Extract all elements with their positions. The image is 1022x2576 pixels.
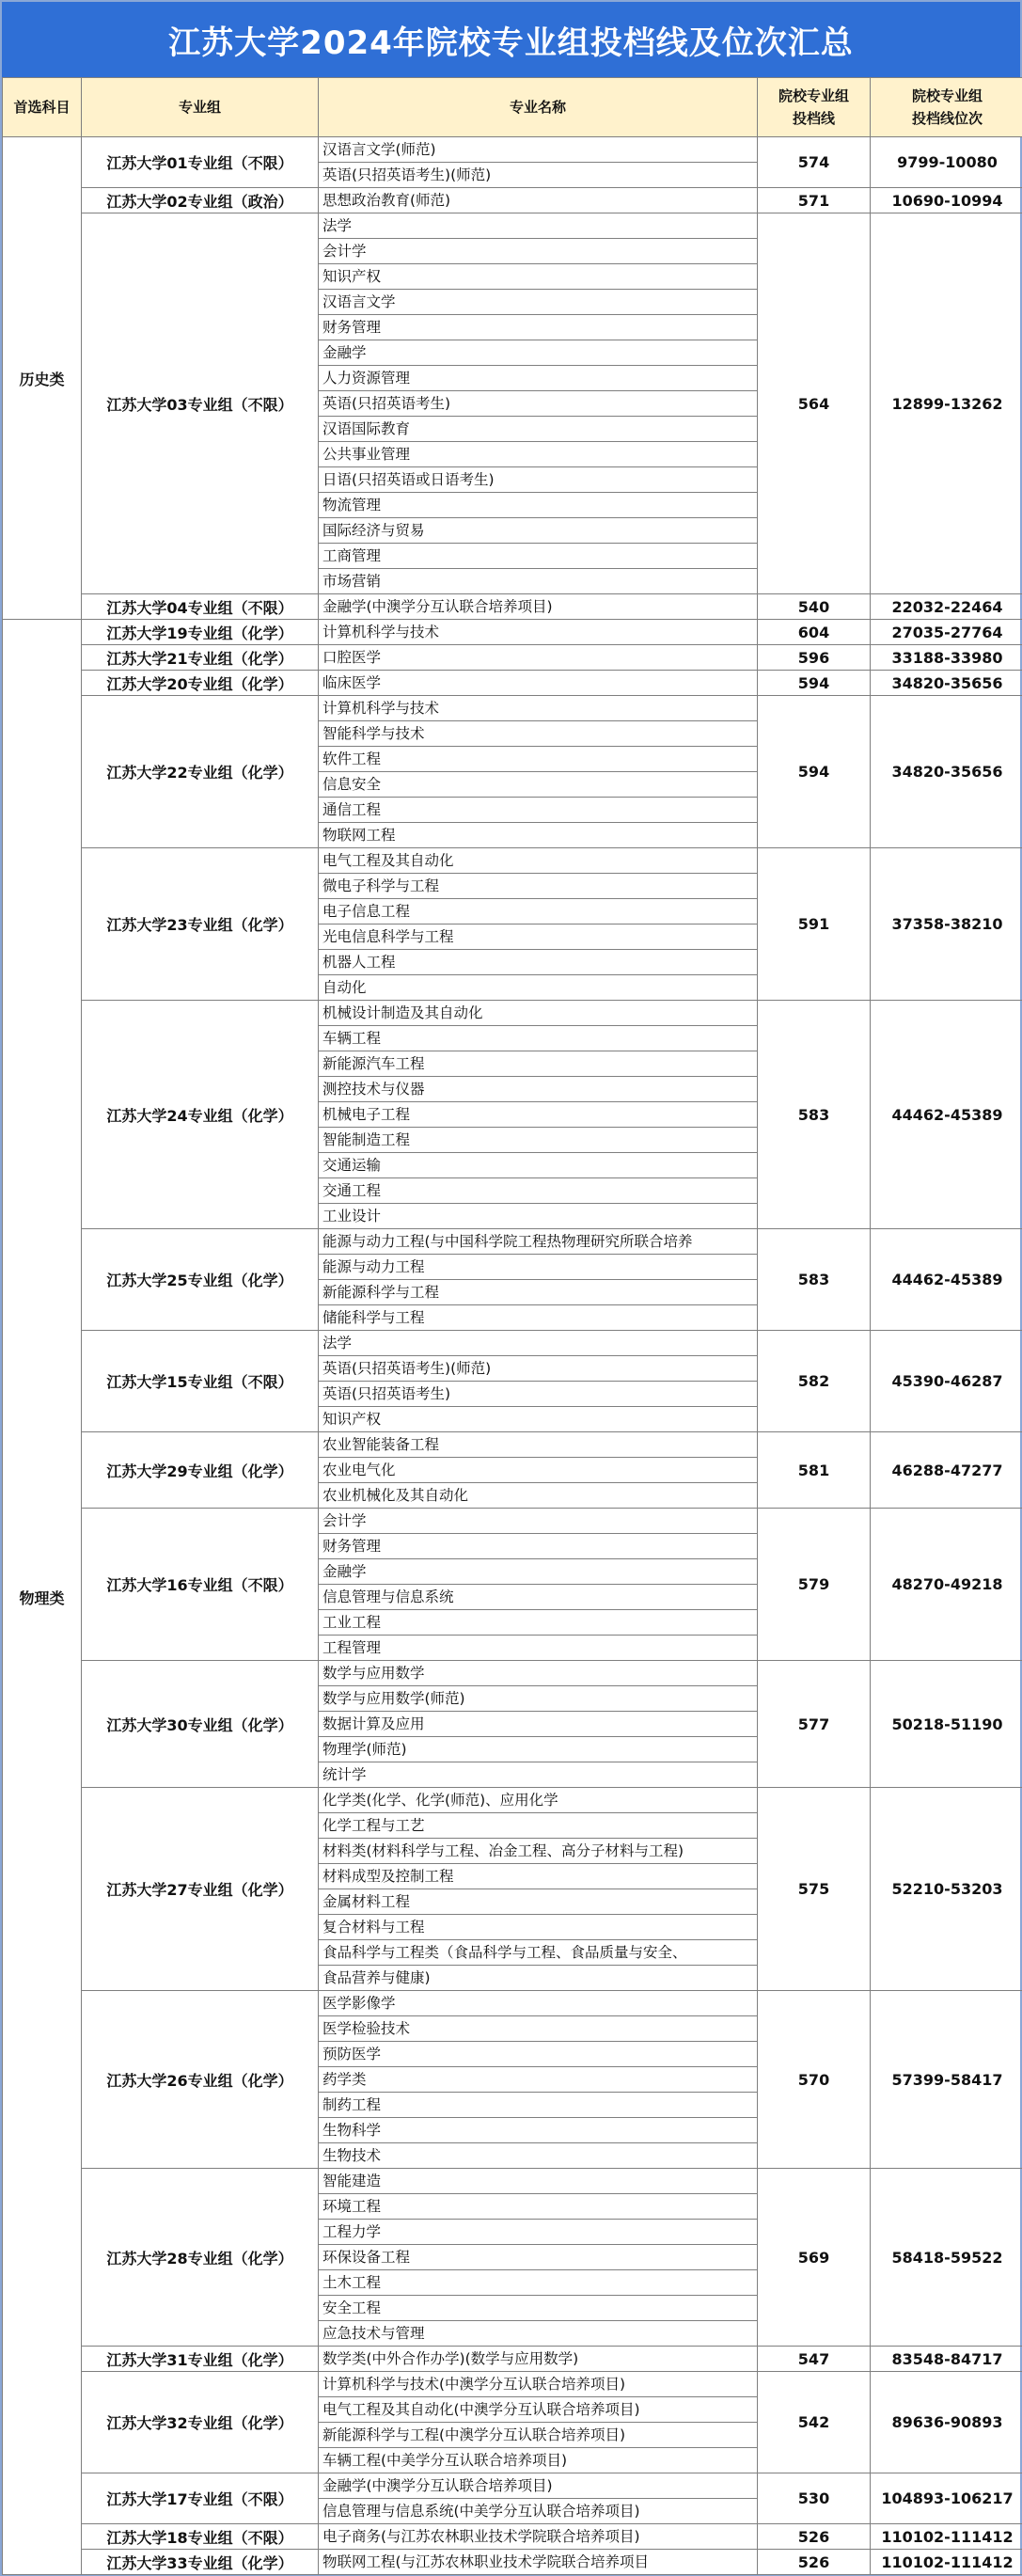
major-cell: 物理学(师范) — [319, 1737, 758, 1762]
major-cell: 智能科学与技术 — [319, 721, 758, 747]
major-cell: 人力资源管理 — [319, 366, 758, 391]
admission-table — [2, 77, 1022, 2575]
major-cell: 能源与动力工程 — [319, 1255, 758, 1280]
major-cell: 数学类(中外合作办学)(数学与应用数学) — [319, 2347, 758, 2372]
major-cell: 会计学 — [319, 239, 758, 264]
major-cell: 农业智能装备工程 — [319, 1432, 758, 1458]
major-cell: 能源与动力工程(与中国科学院工程热物理研究所联合培养 — [319, 1229, 758, 1255]
major-cell: 材料成型及控制工程 — [319, 1864, 758, 1889]
major-cell: 信息管理与信息系统(中美学分互认联合培养项目) — [319, 2499, 758, 2524]
major-cell: 汉语言文学 — [319, 290, 758, 315]
table-row — [3, 1991, 1022, 2016]
table-row — [3, 1509, 1022, 1534]
table-row — [3, 696, 1022, 721]
rank-cell: 12899-13262 — [871, 213, 1022, 594]
score-cell: 583 — [758, 1001, 871, 1229]
rank-cell: 37358-38210 — [871, 848, 1022, 1001]
subject-cell: 物理类 — [3, 620, 82, 2575]
page-title: 江苏大学2024年院校专业组投档线及位次汇总 — [2, 2, 1020, 77]
table-row — [3, 137, 1022, 163]
group-cell: 江苏大学26专业组（化学） — [82, 1991, 319, 2169]
major-cell: 药学类 — [319, 2067, 758, 2093]
major-cell: 复合材料与工程 — [319, 1915, 758, 1940]
major-cell: 电气工程及其自动化(中澳学分互认联合培养项目) — [319, 2397, 758, 2423]
group-cell: 江苏大学25专业组（化学） — [82, 1229, 319, 1331]
major-cell: 自动化 — [319, 975, 758, 1001]
table-row — [3, 620, 1022, 645]
score-cell: 577 — [758, 1661, 871, 1788]
rank-cell: 52210-53203 — [871, 1788, 1022, 1991]
major-cell: 农业电气化 — [319, 1458, 758, 1483]
major-cell: 英语(只招英语考生)(师范) — [319, 163, 758, 188]
major-cell: 微电子科学与工程 — [319, 874, 758, 899]
major-cell: 财务管理 — [319, 315, 758, 340]
table-row — [3, 671, 1022, 696]
score-cell: 575 — [758, 1788, 871, 1991]
major-cell: 汉语言文学(师范) — [319, 137, 758, 163]
major-cell: 工业设计 — [319, 1204, 758, 1229]
group-cell: 江苏大学04专业组（不限） — [82, 594, 319, 620]
major-cell: 交通运输 — [319, 1153, 758, 1178]
table-row — [3, 1331, 1022, 1356]
rank-cell: 110102-111412 — [871, 2524, 1022, 2550]
table-row — [3, 2169, 1022, 2194]
major-cell: 食品科学与工程类（食品科学与工程、食品质量与安全、 — [319, 1940, 758, 1966]
major-cell: 环境工程 — [319, 2194, 758, 2220]
major-cell: 交通工程 — [319, 1178, 758, 1204]
major-cell: 智能制造工程 — [319, 1128, 758, 1153]
table-row — [3, 213, 1022, 239]
group-cell: 江苏大学02专业组（政治） — [82, 188, 319, 213]
header-score — [758, 78, 871, 137]
table-row — [3, 1661, 1022, 1686]
header-major: 专业名称 — [319, 78, 758, 137]
score-cell: 594 — [758, 671, 871, 696]
major-cell: 通信工程 — [319, 798, 758, 823]
rank-cell: 22032-22464 — [871, 594, 1022, 620]
major-cell: 计算机科学与技术(中澳学分互认联合培养项目) — [319, 2372, 758, 2397]
score-cell: 582 — [758, 1331, 871, 1432]
major-cell: 医学检验技术 — [319, 2016, 758, 2042]
table-row — [3, 2550, 1022, 2575]
major-cell: 数学与应用数学 — [319, 1661, 758, 1686]
rank-cell: 58418-59522 — [871, 2169, 1022, 2347]
major-cell: 安全工程 — [319, 2296, 758, 2321]
header-group: 专业组 — [82, 78, 319, 137]
major-cell: 英语(只招英语考生) — [319, 391, 758, 417]
rank-cell: 44462-45389 — [871, 1001, 1022, 1229]
score-cell: 571 — [758, 188, 871, 213]
major-cell: 化学工程与工艺 — [319, 1813, 758, 1839]
table-header — [3, 78, 1022, 137]
major-cell: 法学 — [319, 1331, 758, 1356]
major-cell: 农业机械化及其自动化 — [319, 1483, 758, 1509]
major-cell: 测控技术与仪器 — [319, 1077, 758, 1102]
major-cell: 英语(只招英语考生)(师范) — [319, 1356, 758, 1382]
group-cell: 江苏大学03专业组（不限） — [82, 213, 319, 594]
score-cell: 591 — [758, 848, 871, 1001]
major-cell: 知识产权 — [319, 264, 758, 290]
score-cell: 526 — [758, 2550, 871, 2575]
table-row — [3, 2524, 1022, 2550]
group-cell: 江苏大学20专业组（化学） — [82, 671, 319, 696]
rank-cell: 34820-35656 — [871, 671, 1022, 696]
major-cell: 物流管理 — [319, 493, 758, 518]
major-cell: 机器人工程 — [319, 950, 758, 975]
group-cell: 江苏大学21专业组（化学） — [82, 645, 319, 671]
table-row — [3, 1432, 1022, 1458]
major-cell: 日语(只招英语或日语考生) — [319, 467, 758, 493]
header-score-line1: 院校专业组 — [778, 87, 849, 104]
group-cell: 江苏大学15专业组（不限） — [82, 1331, 319, 1432]
major-cell: 物联网工程(与江苏农林职业技术学院联合培养项目 — [319, 2550, 758, 2575]
major-cell: 信息管理与信息系统 — [319, 1585, 758, 1610]
major-cell: 储能科学与工程 — [319, 1305, 758, 1331]
major-cell: 法学 — [319, 213, 758, 239]
table-row — [3, 645, 1022, 671]
major-cell: 土木工程 — [319, 2270, 758, 2296]
major-cell: 电子商务(与江苏农林职业技术学院联合培养项目) — [319, 2524, 758, 2550]
group-cell: 江苏大学28专业组（化学） — [82, 2169, 319, 2347]
subject-cell: 历史类 — [3, 137, 82, 620]
major-cell: 新能源汽车工程 — [319, 1051, 758, 1077]
major-cell: 金属材料工程 — [319, 1889, 758, 1915]
group-cell: 江苏大学24专业组（化学） — [82, 1001, 319, 1229]
major-cell: 光电信息科学与工程 — [319, 925, 758, 950]
table-row — [3, 1229, 1022, 1255]
group-cell: 江苏大学29专业组（化学） — [82, 1432, 319, 1509]
group-cell: 江苏大学22专业组（化学） — [82, 696, 319, 848]
major-cell: 生物科学 — [319, 2118, 758, 2143]
score-cell: 540 — [758, 594, 871, 620]
group-cell: 江苏大学33专业组（化学） — [82, 2550, 319, 2575]
group-cell: 江苏大学30专业组（化学） — [82, 1661, 319, 1788]
header-row — [3, 78, 1022, 137]
rank-cell: 83548-84717 — [871, 2347, 1022, 2372]
major-cell: 会计学 — [319, 1509, 758, 1534]
major-cell: 金融学 — [319, 1559, 758, 1585]
major-cell: 车辆工程(中美学分互认联合培养项目) — [319, 2448, 758, 2473]
rank-cell: 44462-45389 — [871, 1229, 1022, 1331]
rank-cell: 89636-90893 — [871, 2372, 1022, 2473]
group-cell: 江苏大学23专业组（化学） — [82, 848, 319, 1001]
rank-cell: 57399-58417 — [871, 1991, 1022, 2169]
major-cell: 统计学 — [319, 1762, 758, 1788]
major-cell: 财务管理 — [319, 1534, 758, 1559]
major-cell: 车辆工程 — [319, 1026, 758, 1051]
major-cell: 新能源科学与工程(中澳学分互认联合培养项目) — [319, 2423, 758, 2448]
major-cell: 医学影像学 — [319, 1991, 758, 2016]
group-cell: 江苏大学16专业组（不限） — [82, 1509, 319, 1661]
table-row — [3, 1001, 1022, 1026]
table-row — [3, 2372, 1022, 2397]
score-cell: 570 — [758, 1991, 871, 2169]
rank-cell: 104893-106217 — [871, 2473, 1022, 2524]
score-cell: 596 — [758, 645, 871, 671]
major-cell: 软件工程 — [319, 747, 758, 772]
major-cell: 工程管理 — [319, 1636, 758, 1661]
rank-cell: 110102-111412 — [871, 2550, 1022, 2575]
score-cell: 594 — [758, 696, 871, 848]
table-row — [3, 2347, 1022, 2372]
group-cell: 江苏大学31专业组（化学） — [82, 2347, 319, 2372]
major-cell: 机械设计制造及其自动化 — [319, 1001, 758, 1026]
score-cell: 569 — [758, 2169, 871, 2347]
major-cell: 市场营销 — [319, 569, 758, 594]
group-cell: 江苏大学18专业组（不限） — [82, 2524, 319, 2550]
major-cell: 数据计算及应用 — [319, 1712, 758, 1737]
table-row — [3, 594, 1022, 620]
major-cell: 物联网工程 — [319, 823, 758, 848]
group-cell: 江苏大学27专业组（化学） — [82, 1788, 319, 1991]
score-cell: 604 — [758, 620, 871, 645]
rank-cell: 9799-10080 — [871, 137, 1022, 188]
score-cell: 583 — [758, 1229, 871, 1331]
score-cell: 581 — [758, 1432, 871, 1509]
score-cell: 542 — [758, 2372, 871, 2473]
header-rank-line1: 院校专业组 — [911, 87, 983, 104]
group-cell: 江苏大学32专业组（化学） — [82, 2372, 319, 2473]
group-cell: 江苏大学17专业组（不限） — [82, 2473, 319, 2524]
score-cell: 579 — [758, 1509, 871, 1661]
table-row — [3, 188, 1022, 213]
rank-cell: 48270-49218 — [871, 1509, 1022, 1661]
score-cell: 574 — [758, 137, 871, 188]
group-cell: 江苏大学19专业组（化学） — [82, 620, 319, 645]
major-cell: 工业工程 — [319, 1610, 758, 1636]
major-cell: 汉语国际教育 — [319, 417, 758, 442]
table-body — [3, 137, 1022, 2575]
rank-cell: 50218-51190 — [871, 1661, 1022, 1788]
major-cell: 材料类(材料科学与工程、冶金工程、高分子材料与工程) — [319, 1839, 758, 1864]
major-cell: 生物技术 — [319, 2143, 758, 2169]
major-cell: 口腔医学 — [319, 645, 758, 671]
major-cell: 工商管理 — [319, 544, 758, 569]
table-row — [3, 1788, 1022, 1813]
major-cell: 食品营养与健康) — [319, 1966, 758, 1991]
header-score-line2: 投档线 — [792, 110, 835, 127]
major-cell: 应急技术与管理 — [319, 2321, 758, 2347]
major-cell: 工程力学 — [319, 2220, 758, 2245]
major-cell: 机械电子工程 — [319, 1102, 758, 1128]
score-cell: 564 — [758, 213, 871, 594]
major-cell: 电气工程及其自动化 — [319, 848, 758, 874]
major-cell: 新能源科学与工程 — [319, 1280, 758, 1305]
major-cell: 临床医学 — [319, 671, 758, 696]
major-cell: 电子信息工程 — [319, 899, 758, 925]
major-cell: 金融学(中澳学分互认联合培养项目) — [319, 594, 758, 620]
rank-cell: 46288-47277 — [871, 1432, 1022, 1509]
header-rank — [871, 78, 1022, 137]
header-rank-line2: 投档线位次 — [911, 110, 983, 127]
major-cell: 环保设备工程 — [319, 2245, 758, 2270]
rank-cell: 10690-10994 — [871, 188, 1022, 213]
table-row — [3, 848, 1022, 874]
rank-cell: 34820-35656 — [871, 696, 1022, 848]
group-cell: 江苏大学01专业组（不限） — [82, 137, 319, 188]
major-cell: 智能建造 — [319, 2169, 758, 2194]
major-cell: 数学与应用数学(师范) — [319, 1686, 758, 1712]
score-cell: 530 — [758, 2473, 871, 2524]
rank-cell: 33188-33980 — [871, 645, 1022, 671]
major-cell: 计算机科学与技术 — [319, 696, 758, 721]
major-cell: 知识产权 — [319, 1407, 758, 1432]
table-row — [3, 2473, 1022, 2499]
major-cell: 思想政治教育(师范) — [319, 188, 758, 213]
major-cell: 预防医学 — [319, 2042, 758, 2067]
major-cell: 公共事业管理 — [319, 442, 758, 467]
major-cell: 化学类(化学、化学(师范)、应用化学 — [319, 1788, 758, 1813]
major-cell: 计算机科学与技术 — [319, 620, 758, 645]
major-cell: 英语(只招英语考生) — [319, 1382, 758, 1407]
rank-cell: 45390-46287 — [871, 1331, 1022, 1432]
score-cell: 547 — [758, 2347, 871, 2372]
major-cell: 国际经济与贸易 — [319, 518, 758, 544]
score-cell: 526 — [758, 2524, 871, 2550]
rank-cell: 27035-27764 — [871, 620, 1022, 645]
major-cell: 制药工程 — [319, 2093, 758, 2118]
major-cell: 金融学 — [319, 340, 758, 366]
major-cell: 金融学(中澳学分互认联合培养项目) — [319, 2473, 758, 2499]
major-cell: 信息安全 — [319, 772, 758, 798]
header-subject: 首选科目 — [3, 78, 82, 137]
